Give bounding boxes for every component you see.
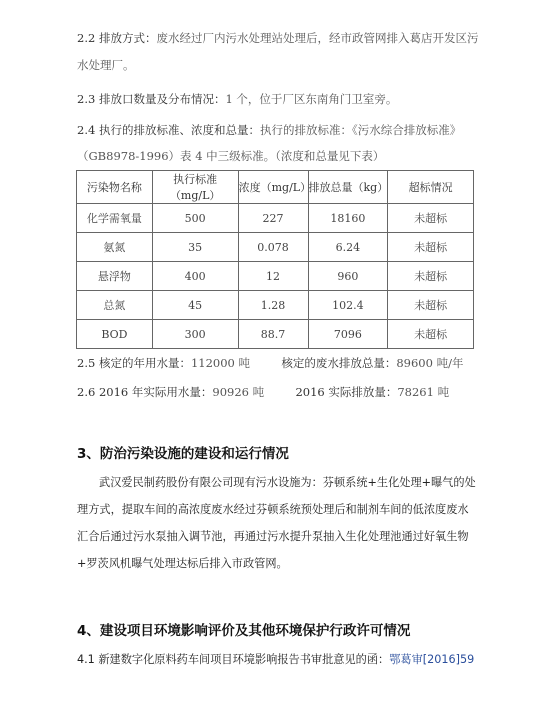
section-2-4-line1 [77, 122, 461, 138]
table-row [77, 204, 474, 233]
table-cell: 未超标 [388, 204, 474, 233]
table-cell: 未超标 [388, 291, 474, 320]
table-cell: 12 [238, 262, 308, 291]
table-cell: 960 [308, 262, 388, 291]
section-2-3-value: 1 个，位于厂区东南角门卫室旁。 [225, 92, 398, 106]
section-2-2-line2: 水处理厂。 [77, 58, 135, 72]
table-cell: 400 [152, 262, 238, 291]
table-cell: 300 [152, 320, 238, 349]
section-2-5 [77, 355, 463, 371]
section-3-heading: 3、防治污染设施的建设和运行情况 [77, 446, 289, 462]
table-cell: 化学需氧量 [77, 204, 153, 233]
section-2-2-value: 废水经过厂内污水处理站处理后，经市政管网排入葛店开发区污 [156, 31, 479, 45]
section-2-5-label2: 核定的废水排放总量： [281, 356, 397, 370]
table-cell: 0.078 [238, 233, 308, 262]
section-2-6-label2: 2016 实际排放量： [295, 385, 398, 399]
section-2-5-label: 2.5 核定的年用水量： [77, 356, 191, 370]
section-2-3 [77, 91, 397, 107]
table-cell: 35 [152, 233, 238, 262]
section-2-6 [77, 384, 449, 400]
section-2-2-label: 2.2 排放方式： [77, 31, 157, 45]
table-cell: 悬浮物 [77, 262, 153, 291]
section-2-6-value: 90926 吨 [212, 385, 265, 399]
section-4-1 [77, 651, 474, 667]
table-cell: 45 [152, 291, 238, 320]
approval-document-link[interactable]: 鄂葛审[2016]59 [389, 653, 475, 666]
table-cell: 88.7 [238, 320, 308, 349]
table-row [77, 320, 474, 349]
table-header-cell: 排放总量（kg） [308, 171, 388, 204]
table-header-cell: 污染物名称 [77, 171, 153, 204]
table-cell: 未超标 [388, 320, 474, 349]
table-header-cell: 浓度（mg/L） [238, 171, 308, 204]
section-2-6-value2: 78261 吨 [397, 385, 450, 399]
table-row [77, 233, 474, 262]
section-4-1-text: 4.1 新建数字化原料药车间项目环境影响报告书审批意见的函： [77, 653, 390, 666]
table-cell: 6.24 [308, 233, 388, 262]
section-2-2-line1 [77, 30, 478, 46]
section-2-4-line2: （GB8978-1996）表 4 中三级标准。（浓度和总量见下表） [77, 149, 385, 163]
section-4-heading: 4、建设项目环境影响评价及其他环境保护行政许可情况 [77, 623, 411, 639]
section-2-4-label: 2.4 执行的排放标准、浓度和总量： [77, 123, 260, 137]
table-row [77, 291, 474, 320]
emission-table [76, 170, 474, 349]
section-2-5-value: 112000 吨 [190, 356, 251, 370]
section-3-paragraph-line: +罗茨风机曝气处理达标后排入市政管网。 [77, 557, 288, 570]
table-cell: 未超标 [388, 262, 474, 291]
table-cell: 102.4 [308, 291, 388, 320]
table-header-cell: 执行标准（mg/L） [152, 171, 238, 204]
table-header-cell: 超标情况 [388, 171, 474, 204]
section-2-5-value2: 89600 吨/年 [396, 356, 464, 370]
table-cell: BOD [77, 320, 153, 349]
table-cell: 7096 [308, 320, 388, 349]
table-cell: 总氮 [77, 291, 153, 320]
table-header-row [77, 171, 474, 204]
table-cell: 氨氮 [77, 233, 153, 262]
table-cell: 未超标 [388, 233, 474, 262]
section-2-3-label: 2.3 排放口数量及分布情况： [77, 92, 226, 106]
section-2-4-value: 执行的排放标准：《污水综合排放标准》 [259, 123, 462, 137]
section-3-paragraph-line: 武汉爱民制药股份有限公司现有污水设施为：芬顿系统+生化处理+曝气的处 [99, 476, 476, 489]
section-2-6-label: 2.6 2016 年实际用水量： [77, 385, 213, 399]
section-3-paragraph-line: 汇合后通过污水泵抽入调节池，再通过污水提升泵抽入生化处理池通过好氧生物 [77, 530, 469, 543]
table-cell: 18160 [308, 204, 388, 233]
section-3-paragraph-line: 理方式，提取车间的高浓度废水经过芬顿系统预处理后和制剂车间的低浓度废水 [77, 503, 469, 516]
table-row [77, 262, 474, 291]
table-cell: 1.28 [238, 291, 308, 320]
table-cell: 227 [238, 204, 308, 233]
table-cell: 500 [152, 204, 238, 233]
